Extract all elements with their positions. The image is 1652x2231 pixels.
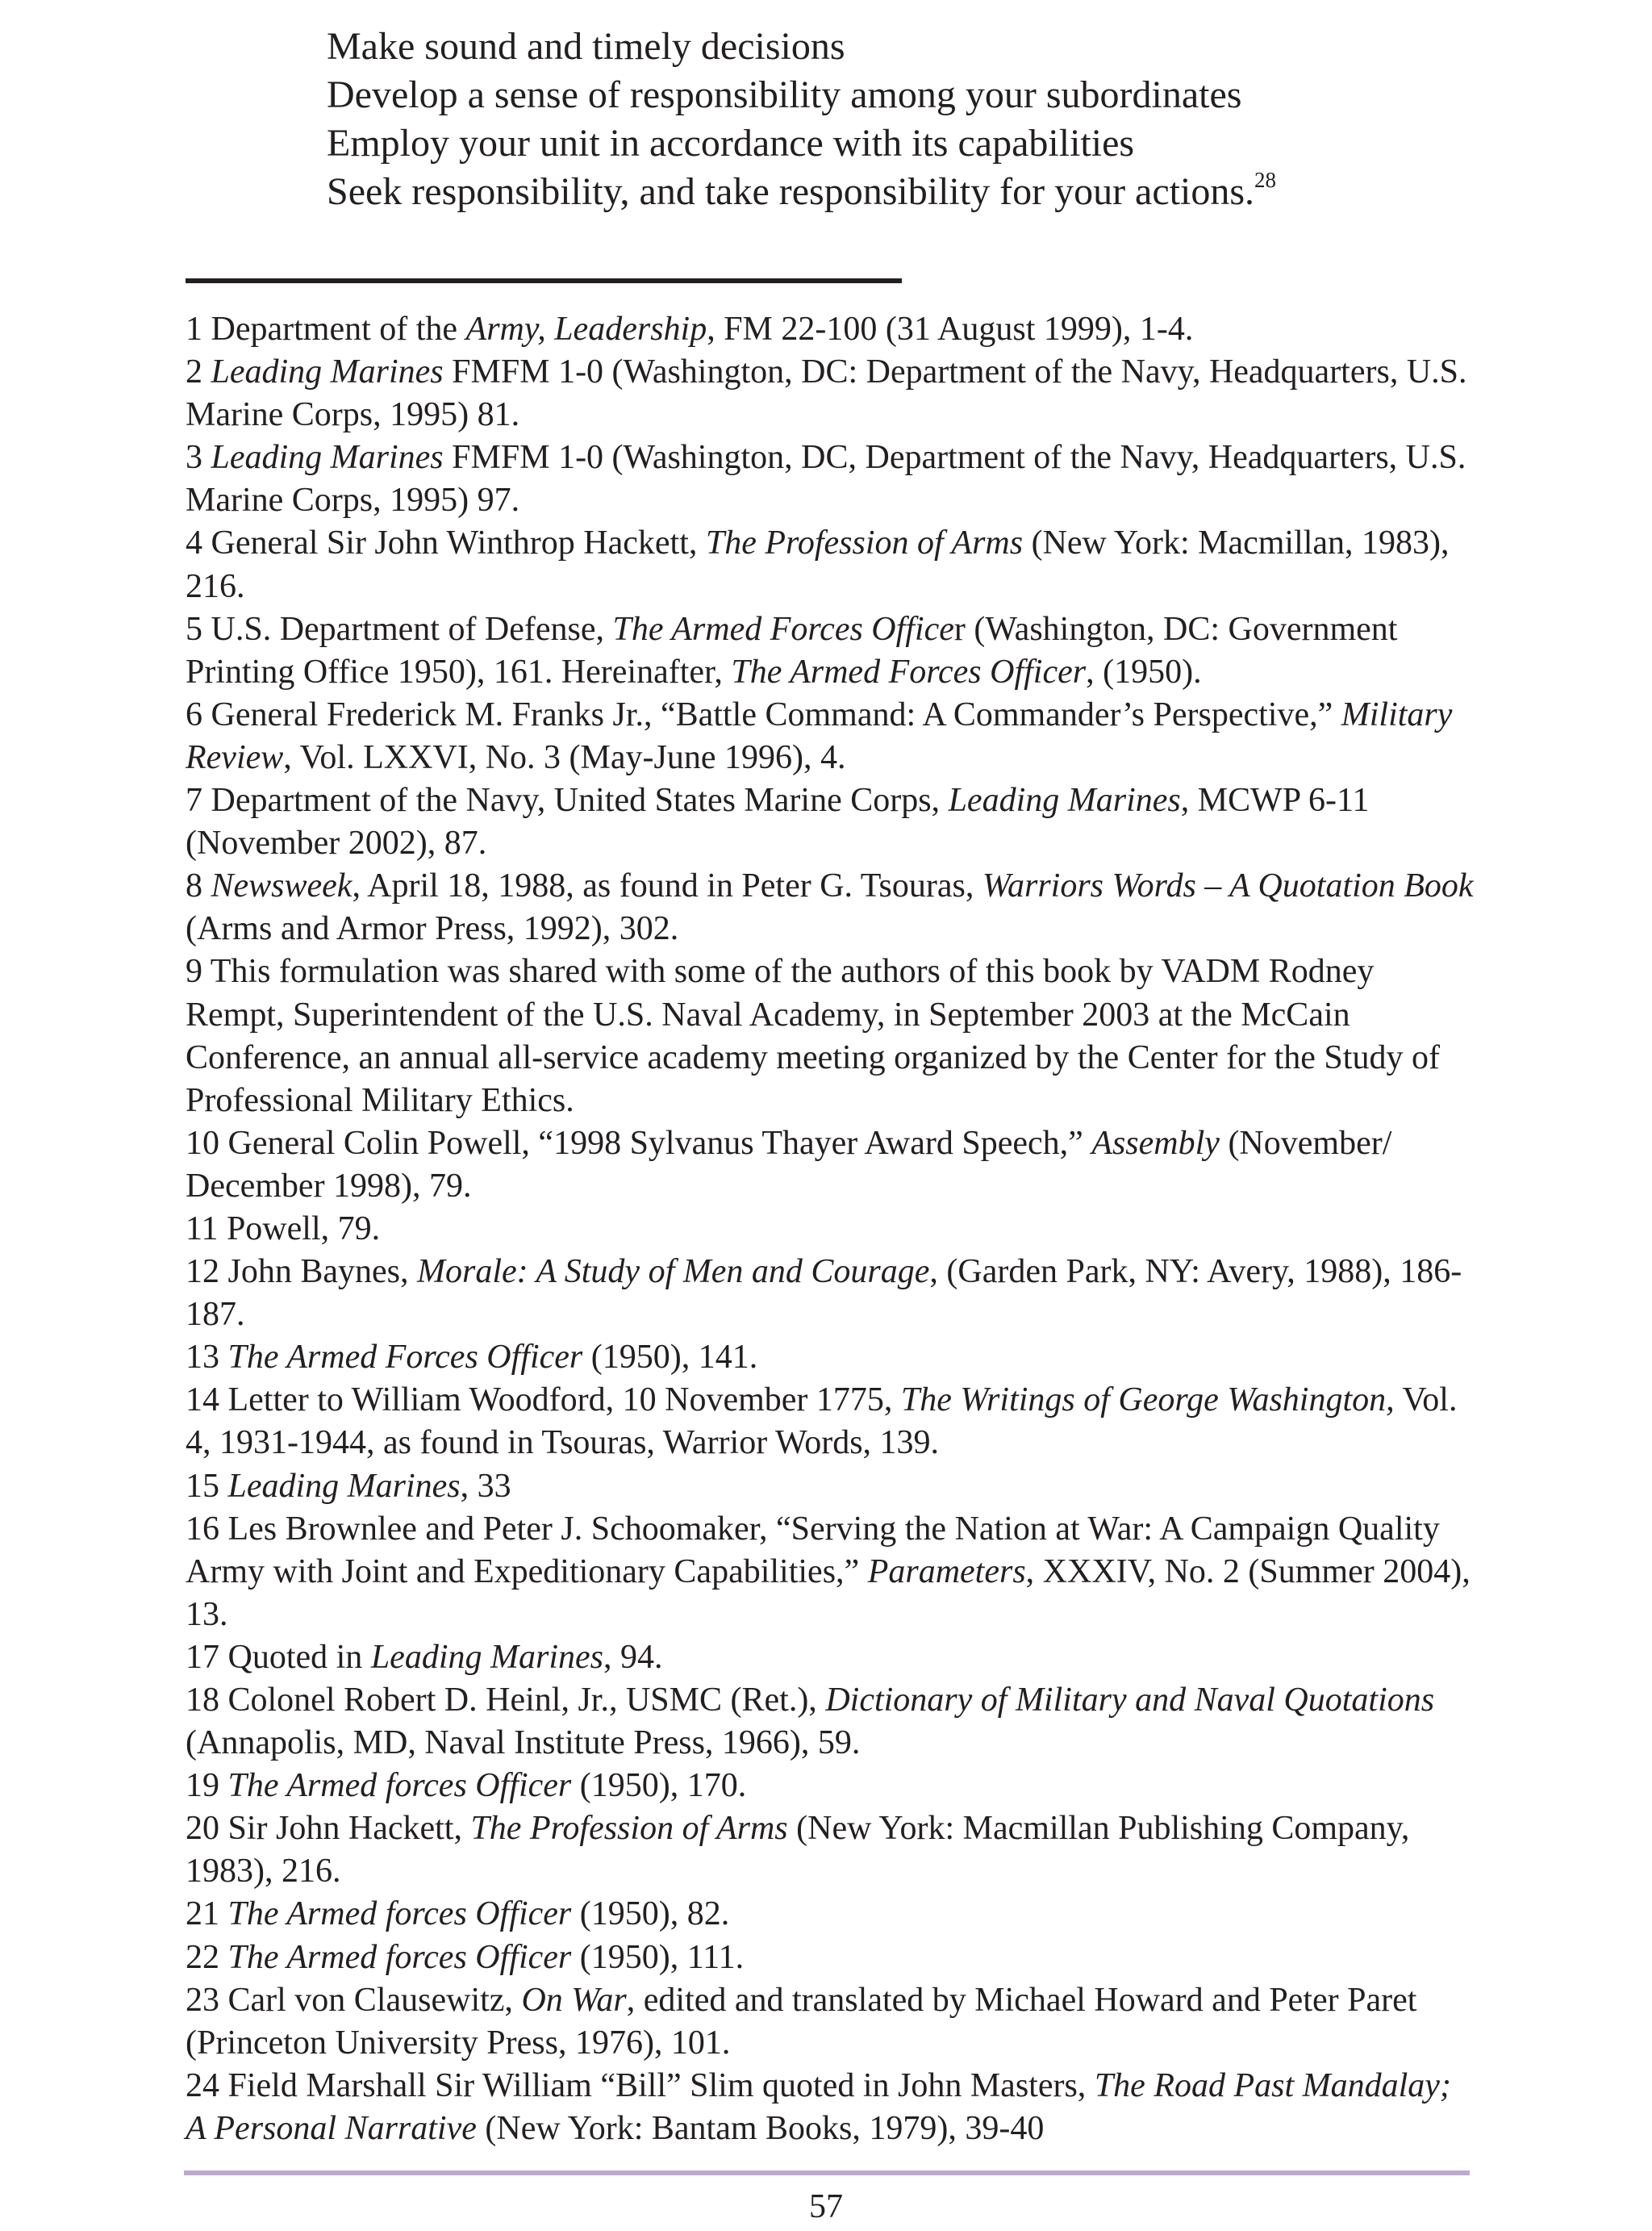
footnote-20 — [186, 1807, 1476, 1893]
footnote-21 — [186, 1893, 1476, 1936]
footnote-title-italic: The Armed forces Officer — [227, 1767, 572, 1805]
footnote-11 — [186, 1208, 1476, 1251]
footnote-text: (1950), 82. — [571, 1895, 730, 1933]
footnote-text: Colonel Robert D. Heinl, Jr., USMC (Ret.), — [227, 1682, 826, 1719]
footnote-number: 8 — [186, 867, 202, 905]
footnote-17 — [186, 1636, 1476, 1679]
footnote-number: 24 — [186, 2066, 219, 2104]
footnote-title-italic: Parameters — [867, 1552, 1026, 1590]
footnote-text: Department of the — [211, 311, 466, 348]
footnote-text: Vol. 4, 1931-1944, as found in Tsouras, Warrior Words, 139. — [186, 1381, 1458, 1462]
footnote-text: , April 18, 1988, as found in Peter G. Tsouras, — [352, 867, 982, 905]
footnote-number: 15 — [186, 1467, 219, 1505]
footnote-title-italic: The Armed forces Officer — [227, 1895, 572, 1933]
principle-item: Develop a sense of responsibility among your subordinates — [327, 73, 1242, 116]
footnote-text: General Frederick M. Franks Jr., “Battle Command: A Commander’s Perspective,” — [211, 696, 1341, 733]
footnote-title-italic: The Road Past Mandalay; A Personal Narrative — [186, 2066, 1451, 2147]
footnote-14 — [186, 1379, 1476, 1464]
footnote-1 — [186, 308, 1476, 351]
footnote-number: 2 — [186, 353, 202, 391]
footnote-title-italic: Military Review — [186, 696, 1453, 776]
footnote-text: Sir John Hackett, — [227, 1810, 471, 1848]
footnote-12 — [186, 1251, 1476, 1336]
footnote-number: 17 — [186, 1638, 219, 1676]
footnote-number: 10 — [186, 1124, 219, 1162]
footnote-text: , edited and translated by Michael Howard and Peter Paret (Princeton University Press, 1976), 101. — [186, 1981, 1417, 2062]
footnote-text: (Arms and Armor Press, 1992), 302. — [186, 910, 679, 948]
footnote-number: 19 — [186, 1767, 219, 1805]
footnote-text: Les Brownlee and Peter J. Schoomaker, “Serving the Nation at War: A Campaign Quality Army with Joint and Expeditionary Capabilities,” — [186, 1510, 1440, 1590]
footnote-number: 21 — [186, 1895, 219, 1933]
footnote-text: (1950), 111. — [571, 1938, 745, 1976]
footnote-text: FMFM 1-0 (Washington, DC, Department of the Navy, Headquarters, U.S. Marine Corps, 1995) 97. — [186, 439, 1466, 520]
footnote-text: , FM 22-100 (31 August 1999), 1-4. — [707, 311, 1194, 348]
footnote-text: John Baynes, — [227, 1253, 417, 1291]
footnote-number: 3 — [186, 439, 202, 477]
principle-item: Make sound and timely decisions — [327, 25, 845, 68]
footnote-title-italic: Leading Marines — [227, 1467, 461, 1505]
footnote-title-italic: The Armed Forces Officer — [731, 653, 1087, 691]
footnote-text: This formulation was shared with some of the authors of this book by VADM Rodney Rempt, Superintendent of the U.S. Naval Academy, in September 2003 at the McCain Conference, an annual all-service academy meeting organized by the Center for the Study of Professional Military Ethics. — [186, 953, 1440, 1119]
footnote-number: 6 — [186, 696, 202, 733]
footnote-text: General Sir John Winthrop Hackett, — [211, 524, 706, 562]
footnote-text: Powell, 79. — [226, 1210, 381, 1247]
page-number: 57 — [809, 2188, 843, 2225]
footnote-title-italic: Newsweek — [211, 867, 353, 905]
footnote-title-italic: The Armed Forces Officer — [227, 1339, 583, 1377]
principle-item-text: Seek responsibility, and take responsibility for your actions. — [327, 170, 1255, 213]
footnote-18 — [186, 1679, 1476, 1765]
principle-item-last — [327, 168, 1537, 216]
footnote-title-italic: Leading Marines — [370, 1638, 603, 1676]
footnote-number: 22 — [186, 1938, 219, 1976]
footnote-number: 18 — [186, 1682, 219, 1719]
footnote-23 — [186, 1979, 1476, 2065]
footnote-text: , (Garden Park, NY: Avery, 1988), 186-187. — [186, 1253, 1462, 1334]
footnote-title-italic: Army, Leadership — [465, 311, 707, 348]
footnote-9 — [186, 950, 1476, 1122]
footnote-title-italic: Warriors Words – A Quotation Book — [982, 867, 1474, 905]
footnote-text: Letter to William Woodford, 10 November 1775, — [227, 1381, 901, 1419]
footnote-text: (New York: Macmillan Publishing Company, 1983), 216. — [186, 1810, 1410, 1891]
footnote-text: r (Washington, DC: Government Printing Office 1950), 161. Hereinafter, — [186, 610, 1398, 691]
footnote-reference: 28 — [1254, 168, 1277, 192]
footnotes-list — [186, 308, 1476, 2150]
footnote-title-italic: The Armed forces Officer — [227, 1938, 572, 1976]
footnote-text: Quoted in — [227, 1638, 371, 1676]
footnote-title-italic: Leading Marines — [211, 353, 444, 391]
footnote-19 — [186, 1765, 1476, 1807]
footnote-title-italic: The Writings of George Washington, — [900, 1381, 1395, 1419]
leadership-principles-list — [327, 23, 1537, 216]
footnote-15 — [186, 1465, 1476, 1508]
footnote-title-italic: Leading Marines — [948, 782, 1181, 820]
footnote-text: U.S. Department of Defense, — [211, 610, 613, 648]
footnote-number: 11 — [186, 1210, 219, 1247]
footnote-text: , 33 — [460, 1467, 511, 1505]
footnote-text: Field Marshall Sir William “Bill” Slim quoted in John Masters, — [227, 2066, 1095, 2104]
footnote-text: FMFM 1-0 (Washington, DC: Department of the Navy, Headquarters, U.S. Marine Corps, 1995) 81. — [186, 353, 1467, 434]
footnote-10 — [186, 1122, 1476, 1208]
footnote-3 — [186, 437, 1476, 522]
footnote-number: 5 — [186, 610, 202, 648]
footnote-number: 1 — [186, 311, 202, 348]
footnote-title-italic: Morale: A Study of Men and Courage — [417, 1253, 930, 1291]
footnote-text: , (1950). — [1086, 653, 1202, 691]
footnote-6 — [186, 694, 1476, 779]
footnote-text: (New York: Bantam Books, 1979), 39-40 — [476, 2109, 1045, 2147]
footnote-text: (November/ December 1998), 79. — [186, 1124, 1392, 1205]
footnote-title-italic: Dictionary of Military and Naval Quotations — [825, 1682, 1435, 1719]
footnote-text: , XXXIV, No. 2 (Summer 2004), 13. — [186, 1552, 1471, 1633]
footnote-number: 23 — [186, 1981, 219, 2019]
footnote-number: 9 — [186, 953, 202, 991]
footnote-24 — [186, 2065, 1476, 2150]
footnote-number: 16 — [186, 1510, 219, 1548]
footnote-number: 12 — [186, 1253, 219, 1291]
footnote-16 — [186, 1508, 1476, 1636]
footnote-title-italic: On War — [521, 1981, 627, 2019]
footnote-title-italic: The Profession of Arms — [470, 1810, 788, 1848]
footnote-text: , 94. — [603, 1638, 663, 1676]
footnote-text: Department of the Navy, United States Marine Corps, — [211, 782, 949, 820]
footnote-5 — [186, 608, 1476, 694]
footnote-number: 14 — [186, 1381, 219, 1419]
footnote-text: (Annapolis, MD, Naval Institute Press, 1966), 59. — [186, 1724, 861, 1762]
footnote-number: 7 — [186, 782, 202, 820]
footnote-text: , Vol. LXXVI, No. 3 (May-June 1996), 4. — [283, 738, 846, 776]
footer-rule — [184, 2170, 1470, 2175]
footnote-text: (New York: Macmillan, 1983), 216. — [186, 524, 1450, 605]
footnote-text: , MCWP 6-11 (November 2002), 87. — [186, 782, 1370, 863]
footnote-7 — [186, 779, 1476, 865]
footnote-separator-rule — [186, 278, 902, 283]
principle-item: Employ your unit in accordance with its capabilities — [327, 122, 1135, 165]
footnote-22 — [186, 1936, 1476, 1979]
footnote-text: General Colin Powell, “1998 Sylvanus Thayer Award Speech,” — [227, 1124, 1092, 1162]
footnote-13 — [186, 1336, 1476, 1379]
footnote-text: (1950), 141. — [582, 1339, 758, 1377]
footnote-number: 4 — [186, 524, 202, 562]
footnote-2 — [186, 351, 1476, 437]
footnote-8 — [186, 865, 1476, 950]
footnote-4 — [186, 522, 1476, 608]
footnote-title-italic: Leading Marines — [211, 439, 444, 477]
footnote-text: (1950), 170. — [571, 1767, 747, 1805]
footnote-title-italic: The Profession of Arms — [705, 524, 1024, 562]
footnote-text: Carl von Clausewitz, — [227, 1981, 522, 2019]
footnote-number: 13 — [186, 1339, 219, 1377]
footnote-title-italic: Assembly — [1091, 1124, 1220, 1162]
footnote-number: 20 — [186, 1810, 219, 1848]
footnote-title-italic: The Armed Forces Office — [612, 610, 954, 648]
